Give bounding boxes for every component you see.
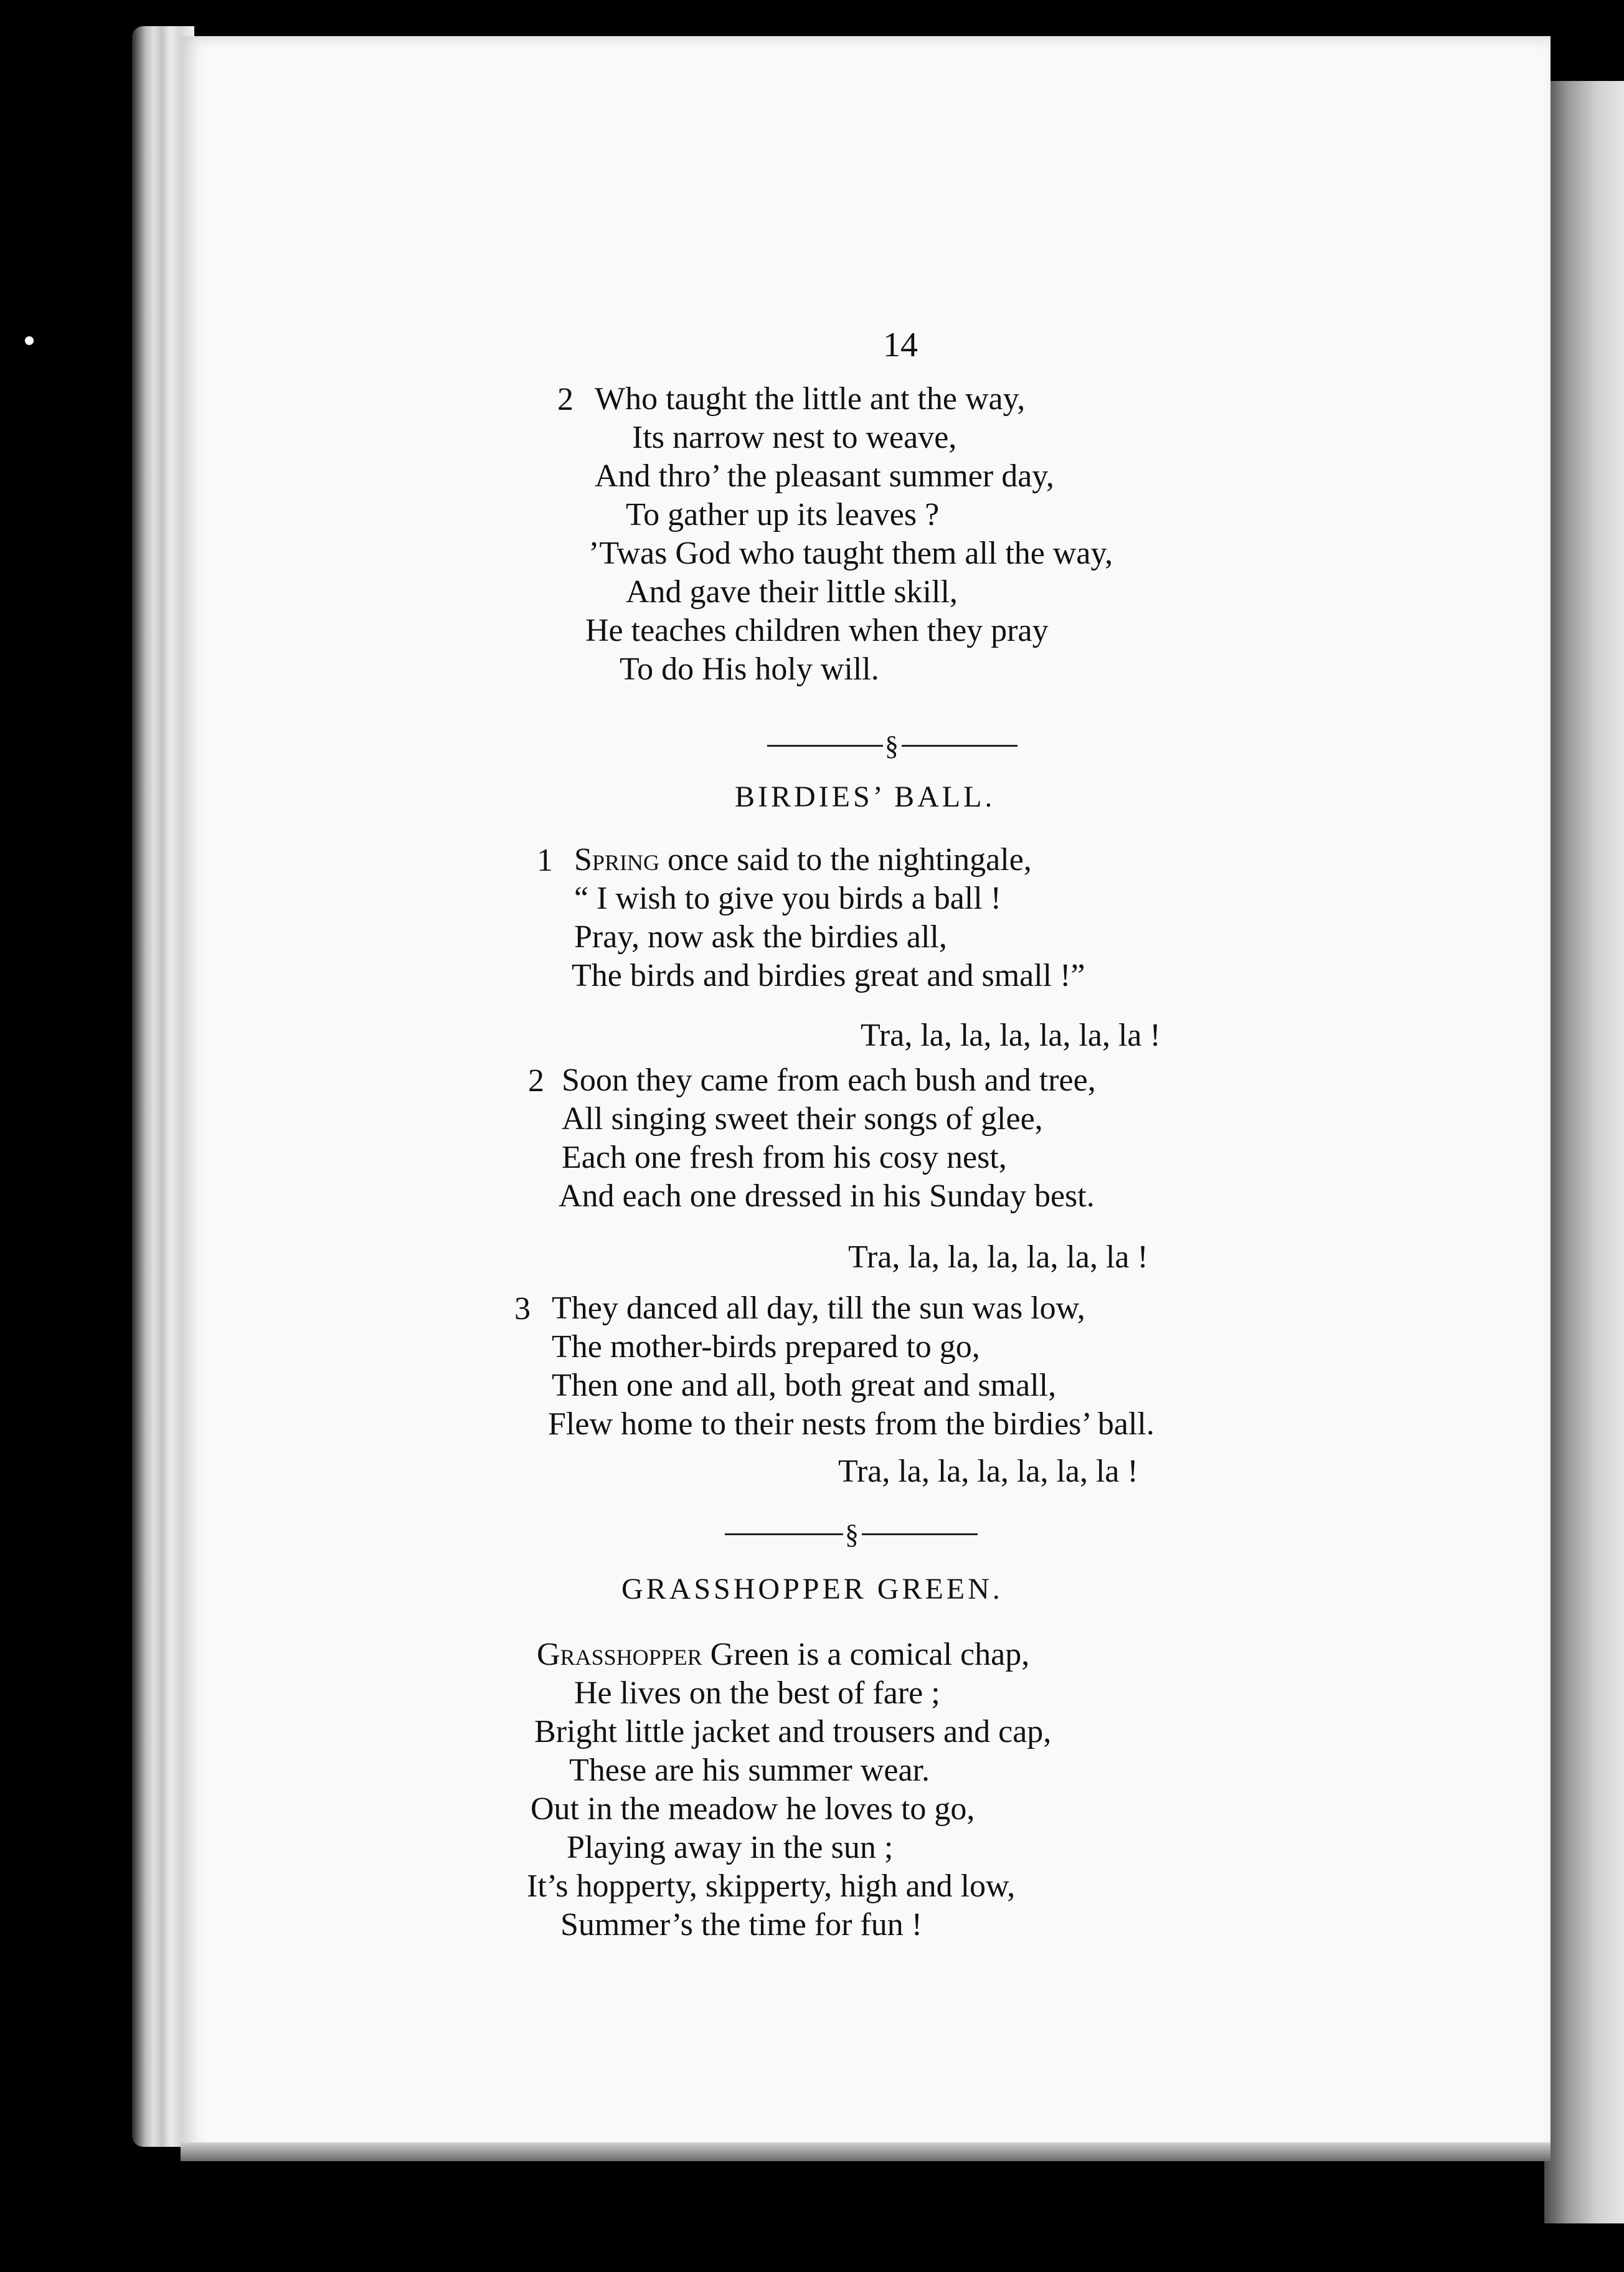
verse-line: Its narrow nest to weave,: [632, 420, 957, 455]
verse-line: [574, 842, 1032, 878]
scan-speck: [25, 336, 34, 345]
stanza-number: 1: [537, 843, 553, 878]
section-divider-right: [862, 1533, 978, 1535]
verse-line: He lives on the best of fare ;: [574, 1675, 940, 1711]
verse-line: To do His holy will.: [620, 651, 879, 687]
verse-line: Playing away in the sun ;: [567, 1830, 894, 1865]
verse-line: And each one dressed in his Sunday best.: [559, 1178, 1095, 1214]
section-divider-left: [725, 1533, 843, 1535]
first-word: Spring: [574, 842, 659, 878]
verse-line: Bright little jacket and trousers and cap,: [534, 1714, 1052, 1749]
verse-line: He teaches children when they pray: [585, 613, 1049, 648]
verse-line: Summer’s the time for fun !: [560, 1907, 923, 1943]
verse-line: Out in the meadow he loves to go,: [531, 1791, 975, 1827]
section-divider-left: [767, 745, 883, 747]
verse-line: Who taught the little ant the way,: [595, 381, 1026, 417]
verse-line: The birds and birdies great and small !”: [572, 958, 1085, 993]
verse-line: These are his summer wear.: [569, 1753, 930, 1788]
verse-line: Flew home to their nests from the birdies’ ball.: [548, 1406, 1154, 1442]
verse-line: It’s hopperty, skipperty, high and low,: [527, 1868, 1016, 1904]
poem-title: GRASSHOPPER GREEN.: [621, 1573, 1003, 1606]
section-mark: §: [885, 731, 899, 761]
verse-line: Pray, now ask the birdies all,: [574, 919, 947, 955]
verse-line: Each one fresh from his cosy nest,: [562, 1140, 1007, 1175]
verse-line: The mother-birds prepared to go,: [552, 1329, 980, 1365]
page-number: 14: [883, 326, 918, 364]
verse-line: “ I wish to give you birds a ball !: [574, 881, 1001, 916]
first-word: Grasshopper: [537, 1637, 702, 1672]
verse-line: To gather up its leaves ?: [626, 497, 940, 532]
section-divider-right: [902, 745, 1017, 747]
verse-line: ’Twas God who taught them all the way,: [588, 536, 1113, 571]
verse-line: Then one and all, both great and small,: [552, 1368, 1057, 1403]
section-mark: §: [845, 1519, 859, 1550]
first-line-rest: Green is a comical chap,: [702, 1637, 1030, 1672]
verse-line: And gave their little skill,: [626, 574, 958, 610]
stanza-number: 2: [528, 1063, 544, 1099]
poem-title: BIRDIES’ BALL.: [735, 780, 996, 813]
verse-line: [537, 1637, 1029, 1673]
page-bottom-shadow: [181, 2142, 1551, 2161]
facing-page-edge: [1544, 81, 1624, 2223]
refrain: Tra, la, la, la, la, la, la !: [861, 1018, 1161, 1053]
refrain: Tra, la, la, la, la, la, la !: [848, 1239, 1148, 1275]
verse-line: And thro’ the pleasant summer day,: [595, 458, 1054, 494]
stanza-number: 3: [514, 1291, 531, 1327]
verse-line: All singing sweet their songs of glee,: [562, 1101, 1043, 1137]
refrain: Tra, la, la, la, la, la, la !: [838, 1454, 1138, 1489]
verse-line: They danced all day, till the sun was low,: [552, 1290, 1085, 1326]
first-line-rest: once said to the nightingale,: [659, 842, 1032, 878]
stanza-number: 2: [557, 382, 574, 417]
verse-line: Soon they came from each bush and tree,: [562, 1063, 1096, 1098]
